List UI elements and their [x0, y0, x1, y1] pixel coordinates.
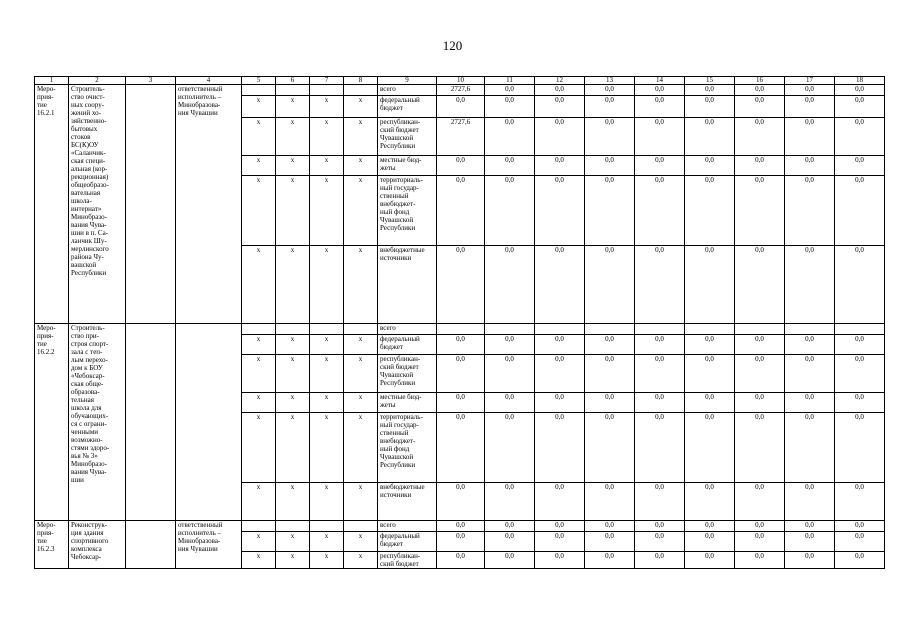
- funding-table: [34, 76, 885, 569]
- funding-source: внебюджетные источники: [378, 246, 437, 324]
- empty-cell: [126, 521, 176, 569]
- event-description: Строитель- ство при- строя спорт- зала с теп- лым перехо- дом к БОУ «Чебоксар- ская обще- образова- тельная школа для обучающих- ся с ограни- ченными возможно- стями здоро- вья № 3» Минобразо- вания Чува- шии: [69, 324, 126, 521]
- year-value: [835, 324, 885, 335]
- year-value: 0,0: [785, 156, 835, 176]
- event-number: Меро- прия- тие 16.2.1: [35, 85, 69, 324]
- code-cell: [276, 324, 310, 335]
- year-value: 0,0: [735, 85, 785, 96]
- year-value: 0,0: [585, 96, 635, 118]
- year-value: 0,0: [535, 521, 585, 532]
- year-value: 0,0: [735, 393, 785, 413]
- year-value: 0,0: [785, 532, 835, 552]
- year-value: 0,0: [685, 521, 735, 532]
- table-row: [35, 324, 885, 335]
- year-value: 0,0: [585, 521, 635, 532]
- code-cell: х: [310, 483, 344, 521]
- funding-source: федеральный бюджет: [378, 96, 437, 118]
- funding-source: федеральный бюджет: [378, 335, 437, 355]
- year-value: 0,0: [685, 335, 735, 355]
- year-value: 0,0: [785, 552, 835, 569]
- year-value: 0,0: [585, 413, 635, 483]
- year-value: [485, 324, 535, 335]
- year-value: 0,0: [685, 156, 735, 176]
- total-value: 0,0: [437, 483, 485, 521]
- year-value: 0,0: [835, 96, 885, 118]
- total-value: 0,0: [437, 355, 485, 393]
- year-value: 0,0: [785, 96, 835, 118]
- year-value: 0,0: [535, 552, 585, 569]
- year-value: 0,0: [485, 335, 535, 355]
- column-number-13: 13: [585, 77, 635, 85]
- funding-source: всего: [378, 521, 437, 532]
- year-value: 0,0: [535, 335, 585, 355]
- code-cell: х: [310, 552, 344, 569]
- code-cell: х: [242, 413, 276, 483]
- year-value: 0,0: [585, 176, 635, 246]
- total-value: 0,0: [437, 335, 485, 355]
- year-value: 0,0: [585, 85, 635, 96]
- year-value: 0,0: [535, 393, 585, 413]
- year-value: 0,0: [485, 521, 535, 532]
- year-value: 0,0: [635, 176, 685, 246]
- code-cell: х: [310, 393, 344, 413]
- year-value: 0,0: [735, 118, 785, 156]
- code-cell: х: [242, 393, 276, 413]
- column-number-9: 9: [378, 77, 437, 85]
- year-value: 0,0: [535, 413, 585, 483]
- funding-source: всего: [378, 85, 437, 96]
- year-value: 0,0: [735, 335, 785, 355]
- code-cell: [242, 521, 276, 532]
- code-cell: х: [242, 552, 276, 569]
- column-number-11: 11: [485, 77, 535, 85]
- year-value: 0,0: [485, 532, 535, 552]
- code-cell: х: [344, 156, 378, 176]
- funding-source: республикан- ский бюджет: [378, 552, 437, 569]
- year-value: 0,0: [835, 176, 885, 246]
- year-value: 0,0: [485, 176, 535, 246]
- code-cell: х: [242, 246, 276, 324]
- year-value: 0,0: [785, 483, 835, 521]
- year-value: 0,0: [485, 355, 535, 393]
- column-number-4: 4: [176, 77, 242, 85]
- year-value: 0,0: [585, 355, 635, 393]
- code-cell: х: [276, 393, 310, 413]
- total-value: 0,0: [437, 532, 485, 552]
- code-cell: [344, 85, 378, 96]
- year-value: 0,0: [485, 156, 535, 176]
- year-value: 0,0: [485, 413, 535, 483]
- code-cell: х: [344, 118, 378, 156]
- year-value: 0,0: [585, 532, 635, 552]
- year-value: 0,0: [635, 521, 685, 532]
- code-cell: [310, 521, 344, 532]
- code-cell: [310, 324, 344, 335]
- year-value: 0,0: [735, 156, 785, 176]
- code-cell: х: [276, 118, 310, 156]
- executor: ответственный исполнитель – Минобразова- ния Чувашии: [176, 85, 242, 324]
- year-value: 0,0: [485, 393, 535, 413]
- code-cell: х: [344, 532, 378, 552]
- event-number: Меро- прия- тие 16.2.2: [35, 324, 69, 521]
- year-value: 0,0: [585, 552, 635, 569]
- funding-source: всего: [378, 324, 437, 335]
- year-value: 0,0: [685, 552, 735, 569]
- year-value: 0,0: [685, 85, 735, 96]
- year-value: 0,0: [635, 532, 685, 552]
- code-cell: х: [276, 413, 310, 483]
- year-value: [735, 324, 785, 335]
- code-cell: х: [276, 96, 310, 118]
- code-cell: х: [344, 176, 378, 246]
- executor: ответственный исполнитель – Минобразова- ния Чувашии: [176, 521, 242, 569]
- code-cell: х: [242, 483, 276, 521]
- year-value: 0,0: [535, 483, 585, 521]
- year-value: 0,0: [835, 246, 885, 324]
- code-cell: х: [242, 355, 276, 393]
- code-cell: х: [344, 96, 378, 118]
- year-value: 0,0: [585, 483, 635, 521]
- funding-source: республикан- ский бюджет Чувашской Республики: [378, 118, 437, 156]
- empty-cell: [126, 324, 176, 521]
- year-value: 0,0: [485, 96, 535, 118]
- year-value: 0,0: [735, 552, 785, 569]
- year-value: 0,0: [685, 393, 735, 413]
- year-value: 0,0: [585, 246, 635, 324]
- code-cell: х: [242, 96, 276, 118]
- code-cell: х: [276, 552, 310, 569]
- code-cell: х: [276, 335, 310, 355]
- code-cell: х: [242, 176, 276, 246]
- page-number: 120: [442, 38, 463, 53]
- column-number-14: 14: [635, 77, 685, 85]
- year-value: 0,0: [735, 96, 785, 118]
- year-value: 0,0: [585, 118, 635, 156]
- code-cell: х: [310, 96, 344, 118]
- year-value: 0,0: [735, 532, 785, 552]
- total-value: 0,0: [437, 156, 485, 176]
- total-value: [437, 324, 485, 335]
- year-value: 0,0: [635, 552, 685, 569]
- year-value: 0,0: [785, 413, 835, 483]
- total-value: 0,0: [437, 96, 485, 118]
- code-cell: [344, 324, 378, 335]
- year-value: 0,0: [535, 85, 585, 96]
- column-number-16: 16: [735, 77, 785, 85]
- column-number-8: 8: [344, 77, 378, 85]
- year-value: 0,0: [635, 85, 685, 96]
- year-value: 0,0: [535, 355, 585, 393]
- year-value: 0,0: [735, 413, 785, 483]
- column-number-5: 5: [242, 77, 276, 85]
- event-description: Строитель- ство очист- ных соору- жений хо- зяйственно- бытовых стоков БС(К)ОУ «Саланчик- ская специ- альная (кор- рекционная) общеобразо- вательная школа- интернат» Минобразо- вания Чува- шии в п. Са- ланчик Шу- мерлинского района Чу- вашской Республики: [69, 85, 126, 324]
- year-value: 0,0: [685, 118, 735, 156]
- total-value: 0,0: [437, 393, 485, 413]
- year-value: 0,0: [585, 335, 635, 355]
- year-value: 0,0: [635, 355, 685, 393]
- column-number-1: 1: [35, 77, 69, 85]
- year-value: 0,0: [585, 393, 635, 413]
- year-value: 0,0: [685, 483, 735, 521]
- year-value: 0,0: [735, 483, 785, 521]
- year-value: [685, 324, 735, 335]
- code-cell: х: [310, 246, 344, 324]
- year-value: 0,0: [785, 393, 835, 413]
- year-value: 0,0: [735, 176, 785, 246]
- year-value: 0,0: [635, 413, 685, 483]
- year-value: 0,0: [785, 521, 835, 532]
- year-value: 0,0: [485, 552, 535, 569]
- code-cell: х: [344, 335, 378, 355]
- year-value: 0,0: [835, 413, 885, 483]
- year-value: 0,0: [835, 521, 885, 532]
- column-number-10: 10: [437, 77, 485, 85]
- total-value: 0,0: [437, 413, 485, 483]
- code-cell: х: [344, 246, 378, 324]
- column-number-row: [35, 77, 885, 85]
- year-value: 0,0: [485, 246, 535, 324]
- column-number-12: 12: [535, 77, 585, 85]
- year-value: 0,0: [785, 85, 835, 96]
- year-value: 0,0: [835, 393, 885, 413]
- table-row: [35, 85, 885, 96]
- year-value: 0,0: [635, 96, 685, 118]
- year-value: 0,0: [535, 156, 585, 176]
- year-value: 0,0: [535, 246, 585, 324]
- code-cell: х: [344, 552, 378, 569]
- year-value: 0,0: [485, 483, 535, 521]
- year-value: 0,0: [685, 532, 735, 552]
- funding-source: федеральный бюджет: [378, 532, 437, 552]
- code-cell: х: [242, 118, 276, 156]
- year-value: 0,0: [635, 335, 685, 355]
- table-row: [35, 521, 885, 532]
- funding-source: внебюджетные источники: [378, 483, 437, 521]
- year-value: 0,0: [485, 118, 535, 156]
- code-cell: х: [276, 355, 310, 393]
- code-cell: х: [242, 156, 276, 176]
- year-value: 0,0: [785, 335, 835, 355]
- year-value: 0,0: [535, 176, 585, 246]
- code-cell: [242, 324, 276, 335]
- column-number-6: 6: [276, 77, 310, 85]
- year-value: 0,0: [835, 483, 885, 521]
- empty-cell: [126, 85, 176, 324]
- year-value: 0,0: [535, 118, 585, 156]
- code-cell: х: [310, 355, 344, 393]
- total-value: 0,0: [437, 246, 485, 324]
- code-cell: х: [276, 483, 310, 521]
- year-value: 0,0: [835, 552, 885, 569]
- code-cell: х: [310, 532, 344, 552]
- year-value: 0,0: [785, 246, 835, 324]
- funding-source: местные бюд- жеты: [378, 156, 437, 176]
- code-cell: х: [242, 335, 276, 355]
- year-value: [635, 324, 685, 335]
- year-value: [535, 324, 585, 335]
- code-cell: х: [242, 532, 276, 552]
- code-cell: х: [310, 118, 344, 156]
- code-cell: [310, 85, 344, 96]
- code-cell: [242, 85, 276, 96]
- year-value: 0,0: [635, 246, 685, 324]
- code-cell: [276, 85, 310, 96]
- code-cell: х: [310, 335, 344, 355]
- year-value: 0,0: [635, 483, 685, 521]
- funding-source: территориаль- ный государ- ственный внебюджет- ный фонд Чувашской Республики: [378, 176, 437, 246]
- total-value: 2727,6: [437, 118, 485, 156]
- column-number-15: 15: [685, 77, 735, 85]
- column-number-3: 3: [126, 77, 176, 85]
- column-number-18: 18: [835, 77, 885, 85]
- year-value: 0,0: [685, 176, 735, 246]
- year-value: 0,0: [635, 118, 685, 156]
- year-value: 0,0: [635, 393, 685, 413]
- code-cell: х: [344, 483, 378, 521]
- column-number-2: 2: [69, 77, 126, 85]
- year-value: [585, 324, 635, 335]
- code-cell: [344, 521, 378, 532]
- year-value: 0,0: [835, 85, 885, 96]
- year-value: 0,0: [735, 246, 785, 324]
- year-value: 0,0: [835, 532, 885, 552]
- total-value: 0,0: [437, 176, 485, 246]
- year-value: 0,0: [535, 532, 585, 552]
- year-value: 0,0: [685, 413, 735, 483]
- column-number-17: 17: [785, 77, 835, 85]
- funding-source: территориаль- ный государ- ственный внебюджет- ный фонд Чувашской Республики: [378, 413, 437, 483]
- year-value: 0,0: [535, 96, 585, 118]
- code-cell: х: [310, 176, 344, 246]
- code-cell: х: [276, 176, 310, 246]
- year-value: 0,0: [585, 156, 635, 176]
- code-cell: [276, 521, 310, 532]
- year-value: 0,0: [785, 176, 835, 246]
- code-cell: х: [276, 246, 310, 324]
- year-value: 0,0: [685, 96, 735, 118]
- year-value: 0,0: [835, 156, 885, 176]
- total-value: 0,0: [437, 521, 485, 532]
- year-value: 0,0: [735, 521, 785, 532]
- year-value: 0,0: [635, 156, 685, 176]
- year-value: 0,0: [835, 335, 885, 355]
- funding-source: республикан- ский бюджет Чувашской Республики: [378, 355, 437, 393]
- year-value: 0,0: [785, 118, 835, 156]
- total-value: 2727,6: [437, 85, 485, 96]
- year-value: [785, 324, 835, 335]
- executor: [176, 324, 242, 521]
- code-cell: х: [344, 413, 378, 483]
- year-value: 0,0: [735, 355, 785, 393]
- code-cell: х: [276, 532, 310, 552]
- code-cell: х: [310, 413, 344, 483]
- year-value: 0,0: [685, 355, 735, 393]
- funding-source: местные бюд- жеты: [378, 393, 437, 413]
- code-cell: х: [344, 355, 378, 393]
- year-value: 0,0: [835, 355, 885, 393]
- code-cell: х: [310, 156, 344, 176]
- year-value: 0,0: [685, 246, 735, 324]
- column-number-7: 7: [310, 77, 344, 85]
- event-number: Меро- прия- тие 16.2.3: [35, 521, 69, 569]
- code-cell: х: [344, 393, 378, 413]
- total-value: 0,0: [437, 552, 485, 569]
- year-value: 0,0: [835, 118, 885, 156]
- year-value: 0,0: [485, 85, 535, 96]
- year-value: 0,0: [785, 355, 835, 393]
- code-cell: х: [276, 156, 310, 176]
- event-description: Реконструк- ция здания спортивного комплекса Чебоксар-: [69, 521, 126, 569]
